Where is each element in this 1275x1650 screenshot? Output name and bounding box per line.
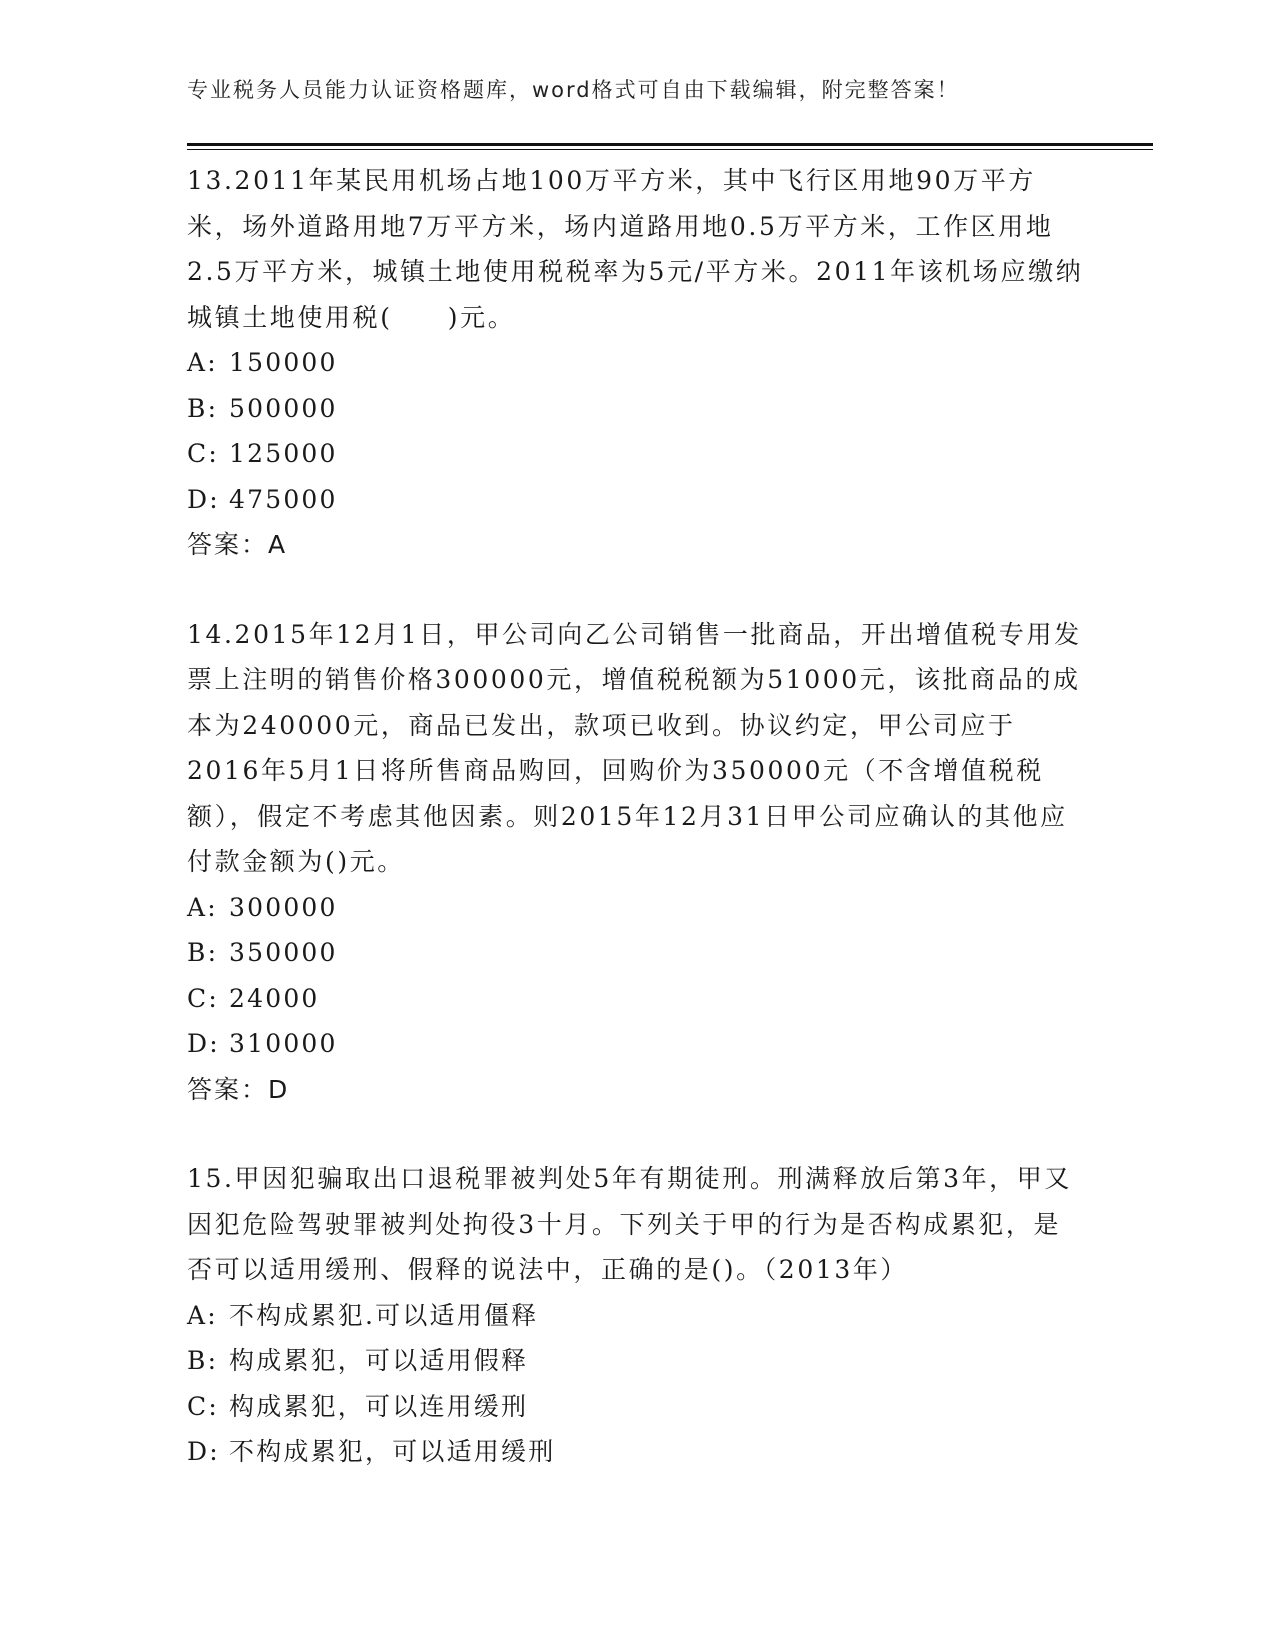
header-rule-thin [187,149,1153,150]
option-value: 构成累犯，可以适用假释 [229,1346,529,1375]
option-value: 310000 [229,1029,338,1058]
option-label: A: [187,892,218,922]
option-label: A: [187,1300,218,1330]
option-b [187,930,1087,976]
option-label: C: [187,1391,219,1421]
option-value: 500000 [229,393,338,423]
option-a [187,1293,1087,1339]
option-label: C: [187,439,219,468]
option-label: C: [187,983,219,1013]
answer-line: 答案：A [187,530,288,559]
question-list [187,158,1087,1475]
option-b [187,1338,1087,1384]
answer-line: 答案：D [187,1074,290,1104]
option-d [187,477,1087,523]
option-label: B: [187,1346,219,1375]
option-c [187,431,1087,477]
option-value: 不构成累犯.可以适用僵释 [229,1300,539,1330]
question-text: 15.甲因犯骗取出口退税罪被判处5年有期徒刑。刑满释放后第3年，甲又因犯危险驾驶罪被判处拘役3十月。下列关于甲的行为是否构成累犯，是否可以适用缓刑、假释的说法中，正确的是()。（2013年） [187,1164,1072,1284]
option-value: 125000 [229,439,338,468]
option-value: 24000 [229,983,320,1013]
option-c [187,1384,1087,1430]
option-label: A: [187,348,218,377]
option-label: D: [187,1437,220,1466]
option-value: 350000 [229,938,338,967]
question-text: 13.2011年某民用机场占地100万平方米，其中飞行区用地90万平方米，场外道路用地7万平方米，场内道路用地0.5万平方米，工作区用地2.5万平方米，城镇土地使用税税率为5元/平方米。2011年该机场应缴纳城镇土地使用税( )元。 [187,166,1084,332]
option-c [187,976,1087,1022]
option-value: 475000 [229,484,338,514]
page-header: 专业税务人员能力认证资格题库，word格式可自由下载编辑，附完整答案！ [187,78,960,102]
option-value: 不构成累犯，可以适用缓刑 [229,1437,556,1466]
option-a [187,885,1087,931]
option-value: 150000 [229,348,338,377]
option-value: 300000 [229,892,338,922]
option-a [187,340,1087,386]
question-15 [187,1156,1087,1475]
question-14 [187,612,1087,1113]
option-d [187,1021,1087,1067]
header-rule-thick [187,143,1153,146]
option-label: D: [187,1029,220,1058]
question-13 [187,158,1087,568]
option-d [187,1429,1087,1475]
option-b [187,386,1087,432]
option-label: B: [187,393,219,423]
option-label: D: [187,484,220,514]
question-spacer [187,1112,1087,1156]
question-text: 14.2015年12月1日，甲公司向乙公司销售一批商品，开出增值税专用发票上注明的销售价格300000元，增值税税额为51000元，该批商品的成本为240000元，商品已发出，款项已收到。协议约定，甲公司应于2016年5月1日将所售商品购回，回购价为350000元（不含增值税税额），假定不考虑其他因素。则2015年12月31日甲公司应确认的其他应付款金额为()元。 [187,619,1082,876]
option-label: B: [187,938,219,967]
question-spacer [187,568,1087,612]
option-value: 构成累犯，可以连用缓刑 [229,1391,529,1421]
